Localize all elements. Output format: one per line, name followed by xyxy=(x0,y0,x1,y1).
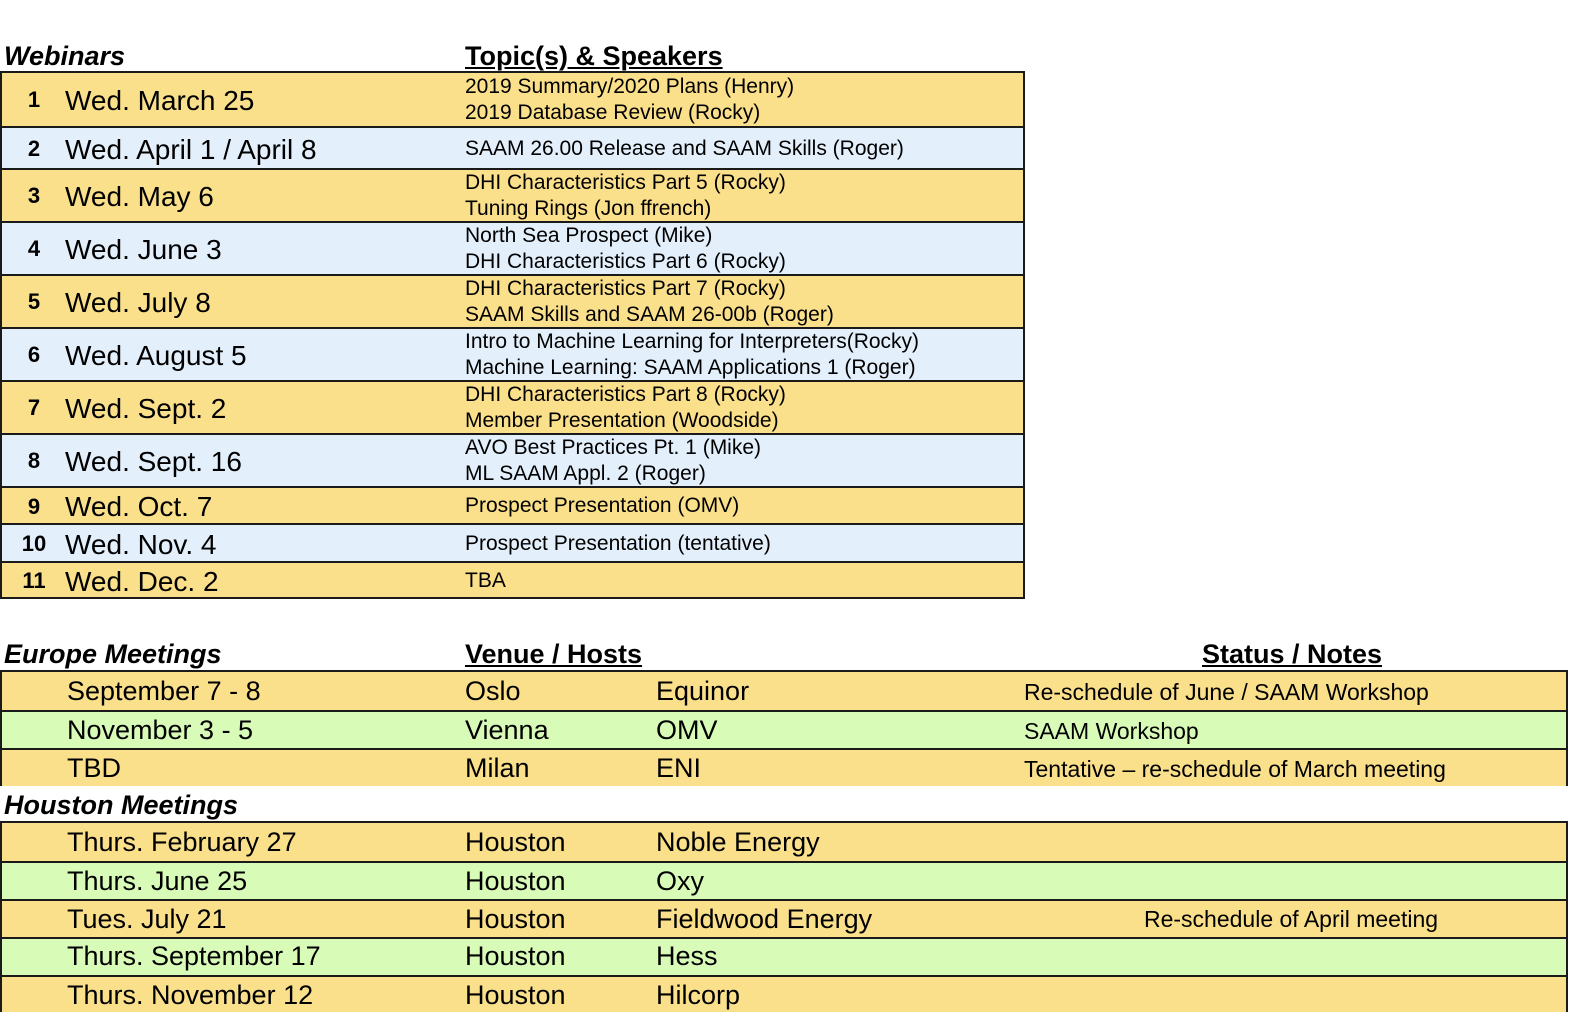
meeting-venue: Milan xyxy=(465,753,530,783)
meeting-host: Hilcorp xyxy=(656,980,741,1010)
webinar-date: Wed. May 6 xyxy=(65,181,214,212)
webinar-row-10 xyxy=(2,523,1023,561)
meeting-host: Equinor xyxy=(656,676,750,706)
europe-row xyxy=(2,748,1566,786)
houston-row xyxy=(2,975,1566,1012)
webinar-number: 8 xyxy=(27,448,41,473)
meeting-date: TBD xyxy=(67,753,121,783)
webinar-topic: North Sea Prospect (Mike) xyxy=(465,224,713,247)
webinar-topic: TBA xyxy=(465,569,506,592)
meeting-host: Fieldwood Energy xyxy=(656,904,873,934)
webinar-topic: Prospect Presentation (tentative) xyxy=(465,532,771,555)
webinar-topic: 2019 Database Review (Rocky) xyxy=(465,101,761,124)
webinar-topic: SAAM Skills and SAAM 26-00b (Roger) xyxy=(465,303,834,326)
meeting-venue: Houston xyxy=(465,827,566,857)
houston-table xyxy=(0,821,1568,1012)
webinar-topic: SAAM 26.00 Release and SAAM Skills (Roger) xyxy=(465,137,904,160)
webinar-date: Wed. July 8 xyxy=(65,287,211,318)
webinar-topic: Prospect Presentation (OMV) xyxy=(465,494,740,517)
webinar-row-3 xyxy=(2,168,1023,221)
topics-header: Topic(s) & Speakers xyxy=(465,41,723,71)
webinar-row-2 xyxy=(2,126,1023,168)
webinar-row-5 xyxy=(2,274,1023,327)
webinar-number: 3 xyxy=(27,183,41,208)
europe-table xyxy=(0,670,1568,786)
webinar-topic: 2019 Summary/2020 Plans (Henry) xyxy=(465,75,795,98)
europe-row xyxy=(2,710,1566,748)
meeting-venue: Houston xyxy=(465,980,566,1010)
webinar-row-11 xyxy=(2,561,1023,597)
meeting-date: November 3 - 5 xyxy=(67,715,254,745)
webinars-title: Webinars xyxy=(4,41,126,71)
webinar-number: 5 xyxy=(27,289,41,314)
meeting-host: OMV xyxy=(656,715,718,745)
meeting-date: Thurs. February 27 xyxy=(67,827,297,857)
houston-row xyxy=(2,823,1566,861)
webinars-table xyxy=(0,71,1025,599)
webinar-topic: Machine Learning: SAAM Applications 1 (Roger) xyxy=(465,356,916,379)
meeting-note: SAAM Workshop xyxy=(1024,718,1199,744)
webinar-topic: DHI Characteristics Part 6 (Rocky) xyxy=(465,250,786,273)
webinar-row-9 xyxy=(2,486,1023,523)
webinar-date: Wed. Sept. 16 xyxy=(65,446,242,477)
meeting-date: Thurs. September 17 xyxy=(67,941,321,971)
venue-hosts-header: Venue / Hosts xyxy=(465,639,643,669)
webinar-number: 10 xyxy=(21,531,47,556)
webinar-topic: ML SAAM Appl. 2 (Roger) xyxy=(465,462,706,485)
meeting-date: Thurs. November 12 xyxy=(67,980,314,1010)
webinar-number: 2 xyxy=(27,136,41,161)
webinar-date: Wed. Oct. 7 xyxy=(65,491,213,522)
webinar-date: Wed. Nov. 4 xyxy=(65,529,217,560)
meeting-note: Re-schedule of April meeting xyxy=(1144,906,1439,932)
webinar-row-4 xyxy=(2,221,1023,274)
meeting-date: Tues. July 21 xyxy=(67,904,227,934)
webinar-row-7 xyxy=(2,380,1023,433)
webinar-number: 1 xyxy=(27,87,41,112)
webinar-number: 7 xyxy=(27,395,41,420)
meeting-venue: Vienna xyxy=(465,715,549,745)
houston-title: Houston Meetings xyxy=(4,790,238,820)
europe-row xyxy=(2,672,1566,710)
houston-row xyxy=(2,861,1566,899)
webinar-topic: DHI Characteristics Part 5 (Rocky) xyxy=(465,171,786,194)
webinar-topic: Member Presentation (Woodside) xyxy=(465,409,779,432)
webinar-date: Wed. April 1 / April 8 xyxy=(65,134,317,165)
webinar-date: Wed. Sept. 2 xyxy=(65,393,227,424)
europe-title: Europe Meetings xyxy=(4,639,222,669)
webinar-topic: Tuning Rings (Jon ffrench) xyxy=(465,197,712,220)
webinar-date: Wed. August 5 xyxy=(65,340,247,371)
webinar-topic: AVO Best Practices Pt. 1 (Mike) xyxy=(465,436,762,459)
houston-row xyxy=(2,899,1566,937)
meeting-venue: Houston xyxy=(465,904,566,934)
meeting-host: Oxy xyxy=(656,866,705,896)
webinar-number: 11 xyxy=(22,568,46,593)
meeting-note: Tentative – re-schedule of March meeting xyxy=(1024,756,1446,782)
webinar-topic: DHI Characteristics Part 8 (Rocky) xyxy=(465,383,786,406)
webinar-number: 9 xyxy=(27,494,41,519)
webinar-topic: DHI Characteristics Part 7 (Rocky) xyxy=(465,277,786,300)
webinar-date: Wed. March 25 xyxy=(65,85,255,116)
webinar-topic: Intro to Machine Learning for Interpreters(Rocky) xyxy=(465,330,920,353)
meeting-note: Re-schedule of June / SAAM Workshop xyxy=(1024,679,1429,705)
webinar-row-8 xyxy=(2,433,1023,486)
meeting-date: September 7 - 8 xyxy=(67,676,261,706)
meeting-host: ENI xyxy=(656,753,702,783)
meeting-venue: Houston xyxy=(465,941,566,971)
webinar-date: Wed. Dec. 2 xyxy=(65,566,219,597)
status-notes-header: Status / Notes xyxy=(1202,639,1383,669)
webinar-row-1 xyxy=(2,73,1023,126)
webinar-number: 6 xyxy=(27,342,41,367)
meeting-venue: Oslo xyxy=(465,676,521,706)
meeting-venue: Houston xyxy=(465,866,566,896)
webinar-date: Wed. June 3 xyxy=(65,234,222,265)
webinar-number: 4 xyxy=(27,236,41,261)
meeting-host: Hess xyxy=(656,941,718,971)
meeting-host: Noble Energy xyxy=(656,827,820,857)
webinar-row-6 xyxy=(2,327,1023,380)
meeting-date: Thurs. June 25 xyxy=(67,866,248,896)
houston-row xyxy=(2,937,1566,975)
